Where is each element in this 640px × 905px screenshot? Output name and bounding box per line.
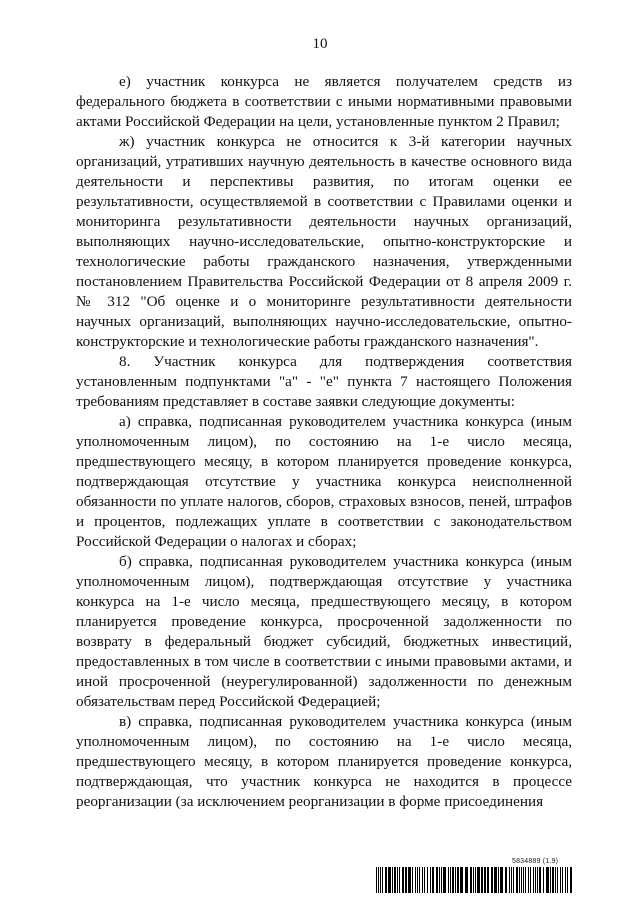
barcode-bar [513, 867, 514, 893]
page-number: 10 [312, 36, 328, 52]
barcode-bar [378, 867, 379, 893]
barcode-bar [557, 867, 558, 893]
barcode-bar [397, 867, 398, 893]
barcode-bar [516, 867, 518, 893]
barcode-bar [417, 867, 418, 893]
barcode-bar [543, 867, 544, 893]
barcode-bar [509, 867, 510, 893]
barcode-bar [565, 867, 566, 893]
barcode-bar [430, 867, 431, 893]
barcode-bar [448, 867, 449, 893]
barcode-bar [530, 867, 531, 893]
barcode-bar [484, 867, 486, 893]
barcode-code: 5834889 (1.9) [512, 858, 559, 865]
barcode-bar [523, 867, 524, 893]
barcode-bar [473, 867, 474, 893]
barcode-bar [443, 867, 446, 893]
barcode-bar [505, 867, 507, 893]
barcode-image [374, 867, 574, 893]
barcode-bar [500, 867, 503, 893]
barcode-bar [452, 867, 454, 893]
barcode-bar [481, 867, 483, 893]
document-body [76, 72, 572, 812]
barcode-bar [470, 867, 472, 893]
paragraph-e: е) участник конкурса не является получателем средств из федерального бюджета в соответствии с иными нормативными правовыми актами Российской Федерации на цели, установленные пунктом 2 Правил; [76, 73, 572, 130]
barcode-bar [402, 867, 404, 893]
barcode-bar [385, 867, 387, 893]
barcode-bar [422, 867, 423, 893]
barcode-bar [441, 867, 442, 893]
barcode-bar [475, 867, 476, 893]
barcode-bar [415, 867, 416, 893]
paragraph-a: а) справка, подписанная руководителем участника конкурса (иным уполномоченным лицом), по состоянию на 1-е число месяца, предшествующего месяцу, в котором планируется проведение конкурса, подтверждающая отсутствие у участника конкурса неисполненной обязанности по уплате налогов, сборов, страховых взносов, пеней, штрафов и процентов, подлежащих уплате в соответствии с законодательством Российской Федерации о налогах и сборах; [76, 413, 572, 550]
barcode-bar [399, 867, 400, 893]
barcode-bar [528, 867, 529, 893]
paragraph-v: в) справка, подписанная руководителем участника конкурса (иным уполномоченным лицом), по состоянию на 1-е число месяца, предшествующего месяцу, в котором планируется проведение конкурса, подтверждающая, что участник конкурса не находится в процессе реорганизации (за исключением реорганизации в форме присоединения [76, 713, 572, 810]
barcode-bar [491, 867, 493, 893]
barcode-bar [552, 867, 554, 893]
barcode-bar [539, 867, 541, 893]
barcode-bar [494, 867, 497, 893]
barcode-bar [477, 867, 480, 893]
barcode-bar [405, 867, 407, 893]
barcode-bar [511, 867, 512, 893]
barcode-bar [519, 867, 520, 893]
barcode-bar [427, 867, 428, 893]
barcode-bar [535, 867, 536, 893]
paragraph-b: б) справка, подписанная руководителем участника конкурса (иным уполномоченным лицом), подтверждающая отсутствие у участника конкурса на 1-е число месяца, предшествующего месяцу, в котором планируется проведение конкурса, просроченной задолженности по возврату в федеральный бюджет субсидий, бюджетных инвестиций, предоставленных в том числе в соответствии с иными правовыми актами, и иной просроченной (неурегулированной) задолженности по денежным обязательствам перед Российской Федерацией; [76, 553, 572, 710]
barcode-bar [525, 867, 526, 893]
barcode-bar [439, 867, 440, 893]
barcode-bar [380, 867, 381, 893]
barcode-bar [450, 867, 451, 893]
barcode-bar [533, 867, 534, 893]
barcode-bar [419, 867, 420, 893]
barcode-bar [570, 867, 572, 893]
paragraph-zh: ж) участник конкурса не относится к 3-й категории научных организаций, утративших научную деятельность в качестве основного вида деятельности и перспективы развития, по итогам оценки ее результативности, осуществляемой в соответствии с Правилами оценки и мониторинга результативности деятельности научных организаций, выполняющих научно-исследовательские, опытно-конструкторские и технологические работы гражданского назначения, утвержденными постановлением Правительства Российской Федерации от 8 апреля 2009 г. № 312 "Об оценке и о мониторинге результативности деятельности научных организаций, выполняющих научно-исследовательские, опытно-конструкторские и технологические работы гражданского назначения". [76, 133, 572, 350]
barcode-bar [460, 867, 463, 893]
barcode-bar [498, 867, 499, 893]
barcode-bar [487, 867, 489, 893]
barcode-bar [412, 867, 413, 893]
barcode-bar [537, 867, 538, 893]
barcode-bar [436, 867, 438, 893]
barcode-bar [555, 867, 556, 893]
barcode-bar [457, 867, 459, 893]
barcode-bar [550, 867, 551, 893]
barcode-bar [546, 867, 549, 893]
barcode-bar [567, 867, 568, 893]
barcode-bar [376, 867, 377, 893]
barcode-bar [432, 867, 434, 893]
barcode-bar [455, 867, 456, 893]
barcode-bar [562, 867, 563, 893]
barcode-bar [521, 867, 522, 893]
barcode-bar [392, 867, 393, 893]
barcode-bar [560, 867, 561, 893]
barcode-bar [388, 867, 391, 893]
barcode-bar [382, 867, 383, 893]
barcode-bar [424, 867, 425, 893]
paragraph-8: 8. Участник конкурса для подтверждения соответствия установленным подпунктами "а" - "е" пункта 7 настоящего Положения требованиям представляет в составе заявки следующие документы: [76, 353, 572, 410]
barcode-bar [408, 867, 411, 893]
barcode-bar [465, 867, 468, 893]
document-barcode [374, 858, 574, 894]
barcode-bar [394, 867, 396, 893]
